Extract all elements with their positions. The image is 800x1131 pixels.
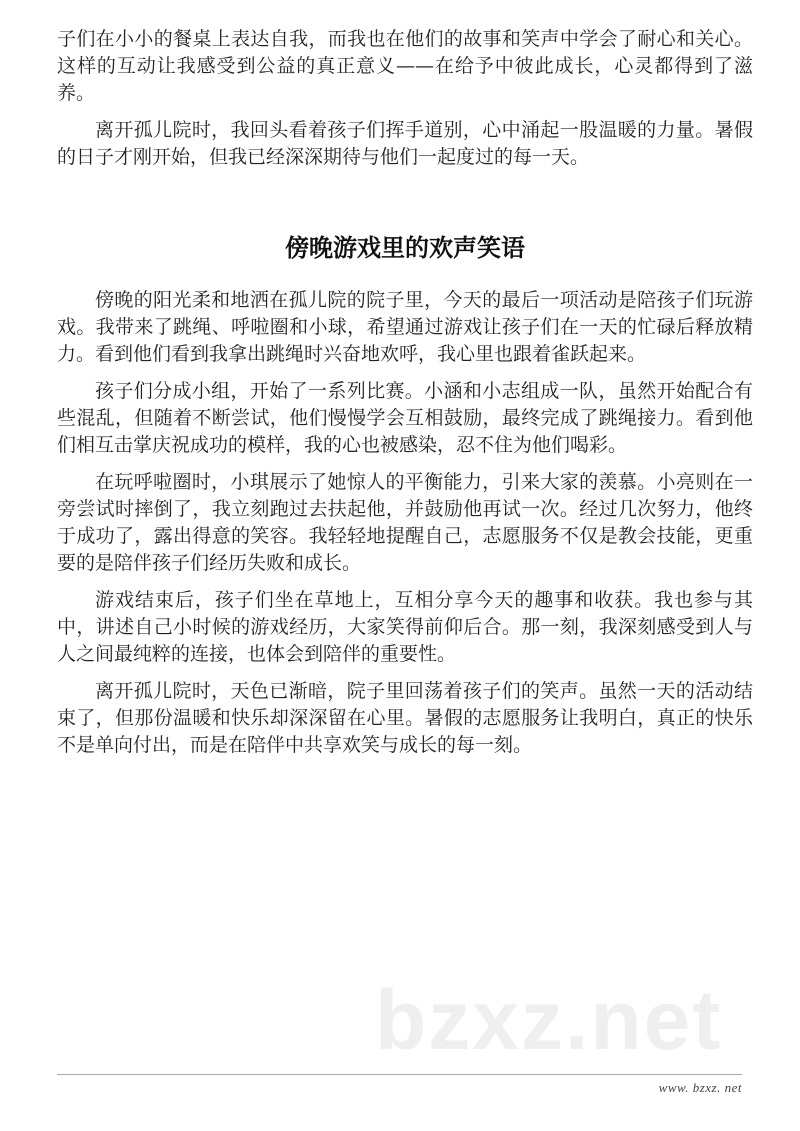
paragraph: 在玩呼啦圈时，小琪展示了她惊人的平衡能力，引来大家的羡慕。小亮则在一旁尝试时摔倒了，我立刻跑过去扶起他，并鼓励他再试一次。经过几次努力，他终于成功了，露出得意的笑容。我轻轻地提醒自己，志愿服务不仅是教会技能，更重要的是陪伴孩子们经历失败和成长。 [57, 471, 753, 574]
watermark: bzxz.net [375, 973, 723, 1067]
document-body [57, 26, 753, 769]
paragraph: 离开孤儿院时，天色已渐暗，院子里回荡着孩子们的笑声。虽然一天的活动结束了，但那份温暖和快乐却深深留在心里。暑假的志愿服务让我明白，真正的快乐不是单向付出，而是在陪伴中共享欢笑与成长的每一刻。 [57, 680, 753, 756]
paragraph: 孩子们分成小组，开始了一系列比赛。小涵和小志组成一队，虽然开始配合有些混乱，但随着不断尝试，他们慢慢学会互相鼓励，最终完成了跳绳接力。看到他们相互击掌庆祝成功的模样，我的心也被感染，忍不住为他们喝彩。 [57, 380, 753, 456]
footer-divider [57, 1074, 742, 1075]
footer-url: www. bzxz. net [658, 1080, 742, 1095]
paragraph: 游戏结束后，孩子们坐在草地上，互相分享今天的趣事和收获。我也参与其中，讲述自己小时候的游戏经历，大家笑得前仰后合。那一刻，我深刻感受到人与人之间最纯粹的连接，也体会到陪伴的重要性。 [57, 589, 753, 665]
paragraph: 傍晚的阳光柔和地洒在孤儿院的院子里，今天的最后一项活动是陪孩子们玩游戏。我带来了跳绳、呼啦圈和小球，希望通过游戏让孩子们在一天的忙碌后释放精力。看到他们看到我拿出跳绳时兴奋地欢呼，我心里也跟着雀跃起来。 [57, 289, 753, 365]
section-title: 傍晚游戏里的欢声笑语 [285, 234, 525, 262]
paragraph: 离开孤儿院时，我回头看着孩子们挥手道别，心中涌起一股温暖的力量。暑假的日子才刚开始，但我已经深深期待与他们一起度过的每一天。 [57, 119, 753, 168]
paragraph-continued: 子们在小小的餐桌上表达自我，而我也在他们的故事和笑声中学会了耐心和关心。这样的互动让我感受到公益的真正意义——在给予中彼此成长，心灵都得到了滋养。 [57, 28, 753, 104]
